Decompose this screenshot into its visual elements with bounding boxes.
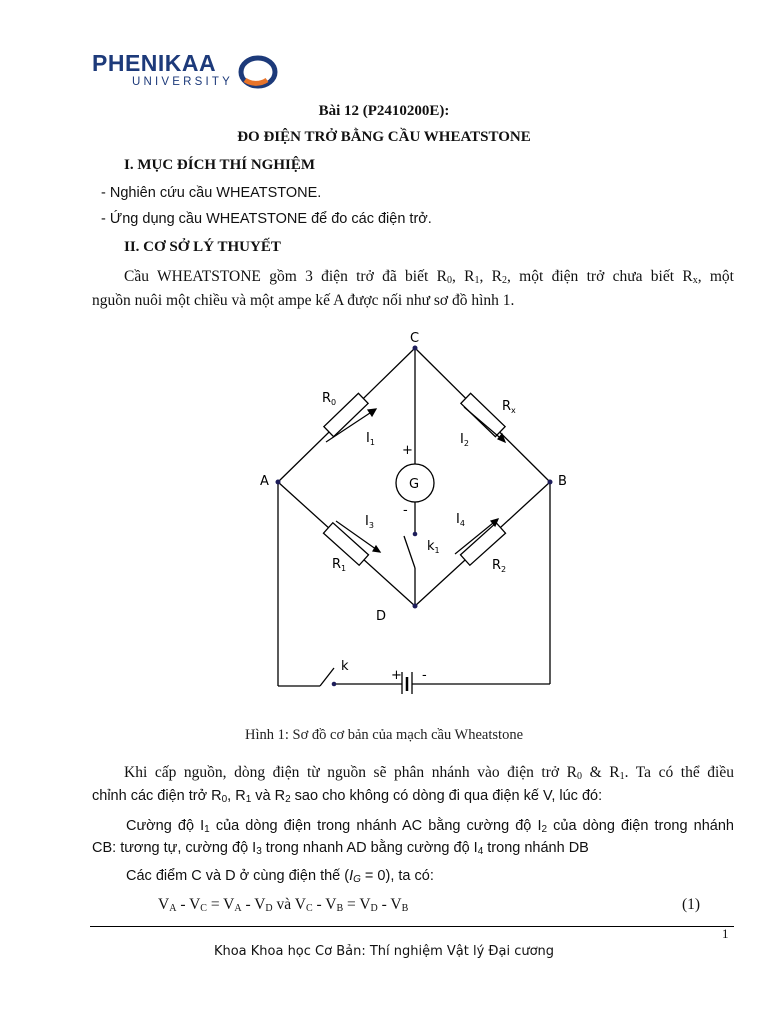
i3-label: $I_3$ bbox=[365, 514, 374, 530]
battery-plus: + bbox=[391, 668, 402, 683]
node-d-label: D bbox=[376, 609, 387, 624]
paragraph-3-line-2: CB: tương tự, cường độ $I_3$ trong nhanh AD bằng cường độ $I_4$ trong nhánh DB bbox=[92, 840, 589, 857]
i4-label: $I_4$ bbox=[456, 512, 465, 528]
paragraph-2-line-2: chỉnh các điện trở $R_0$, $R_1$ và $R_2$ sao cho không có dòng đi qua điện kế V, lúc đó: bbox=[92, 788, 603, 805]
footer-text: Khoa Khoa học Cơ Bản: Thí nghiệm Vật lý Đại cương bbox=[213, 944, 555, 959]
paragraph-2-line-1: Khi cấp nguồn, dòng điện từ nguồn sẽ phân nhánh vào điện trở $R_0$ & $R_1$. Ta có thể điều bbox=[124, 764, 734, 782]
lab-number: Bài 12 (P2410200E): bbox=[318, 103, 450, 119]
r2-label: $R_2$ bbox=[492, 558, 507, 574]
paragraph-3-line-1: Cường độ $I_1$ của dòng điện trong nhánh AC bằng cường độ $I_2$ của dòng điện trong nhánh bbox=[126, 818, 734, 835]
r0-label: $R_0$ bbox=[322, 391, 337, 407]
logo-wordmark: PHENIKAA bbox=[92, 50, 217, 76]
node-a-label: A bbox=[260, 474, 269, 489]
equation-1: $V_A - V_C = V_A - V_D$ và $V_C - V_B = V_D - V_B$ bbox=[158, 896, 409, 914]
battery-minus: - bbox=[422, 668, 427, 683]
i2-label: $I_2$ bbox=[460, 432, 469, 448]
k-label: k bbox=[341, 659, 349, 674]
objective-1: - Nghiên cứu cầu WHEATSTONE. bbox=[101, 185, 322, 201]
galvanometer-minus: - bbox=[403, 503, 408, 518]
i1-label: $I_1$ bbox=[366, 431, 375, 447]
paragraph-1-line-1: Cầu WHEATSTONE gồm 3 điện trở đã biết $R_0$, $R_1$, $R_2$, một điện trở chưa biết $R_x$, một bbox=[124, 268, 734, 286]
paragraph-1-line-2: nguồn nuôi một chiều và một ampe kế A được nối như sơ đồ hình 1. bbox=[92, 292, 515, 309]
lab-title: ĐO ĐIỆN TRỞ BẰNG CẦU WHEATSTONE bbox=[237, 129, 531, 145]
r1-label: $R_1$ bbox=[332, 557, 347, 573]
node-c-label: C bbox=[410, 331, 420, 346]
section-2-heading: II. CƠ SỞ LÝ THUYẾT bbox=[124, 239, 281, 255]
section-1-heading: I. MỤC ĐÍCH THÍ NGHIỆM bbox=[124, 157, 315, 173]
paragraph-4: Các điểm C và D ở cùng điện thế $(I_G = 0)$, ta có: bbox=[126, 868, 434, 885]
university-logo bbox=[92, 50, 292, 94]
logo-subtitle: UNIVERSITY bbox=[132, 76, 234, 88]
galvanometer-plus: + bbox=[402, 443, 413, 458]
objective-2: - Ứng dụng cầu WHEATSTONE để đo các điện trở. bbox=[101, 211, 432, 227]
page-number: 1 bbox=[722, 926, 729, 941]
figure-caption: Hình 1: Sơ đồ cơ bản của mạch cầu Wheatstone bbox=[245, 727, 523, 743]
logo-ring-icon bbox=[237, 54, 279, 90]
k1-label: $k_1$ bbox=[427, 539, 440, 555]
footer-rule bbox=[90, 926, 734, 927]
wheatstone-bridge-diagram bbox=[240, 322, 580, 694]
equation-number: (1) bbox=[682, 896, 701, 913]
node-b-label: B bbox=[558, 474, 567, 489]
rx-label: $R_x$ bbox=[502, 399, 516, 415]
galvanometer-label: G bbox=[409, 477, 420, 492]
